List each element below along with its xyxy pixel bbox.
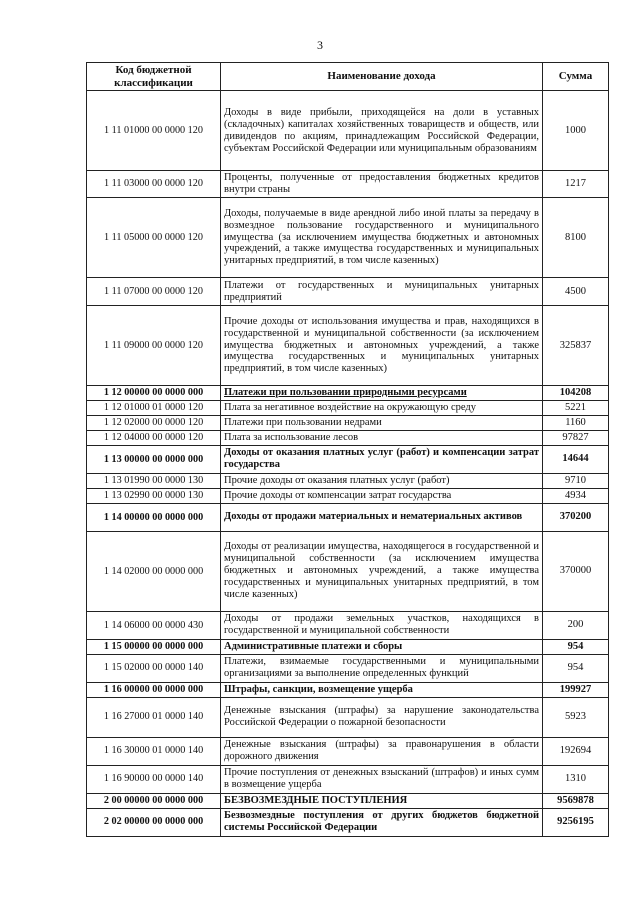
table-row: [87, 198, 609, 278]
row-sum: 5221: [543, 400, 609, 415]
row-code: 1 11 05000 00 0000 120: [87, 198, 221, 278]
row-name: Административные платежи и сборы: [221, 639, 543, 654]
row-sum: 954: [543, 654, 609, 682]
row-name: Платежи, взимаемые государственными и муниципальными организациями за выполнение определенных функций: [221, 654, 543, 682]
table-row: [87, 682, 609, 697]
row-code: 1 16 27000 01 0000 140: [87, 697, 221, 737]
row-code: 1 12 02000 00 0000 120: [87, 415, 221, 430]
table-row: [87, 488, 609, 503]
row-sum: 8100: [543, 198, 609, 278]
table-row: [87, 430, 609, 445]
table-row: [87, 531, 609, 611]
row-code: 1 15 02000 00 0000 140: [87, 654, 221, 682]
row-name: Доходы от продажи земельных участков, находящихся в государственной и муниципальной собственности: [221, 611, 543, 639]
row-name: Доходы от оказания платных услуг (работ) и компенсации затрат государства: [221, 445, 543, 473]
row-sum: 9256195: [543, 808, 609, 836]
row-sum: 370200: [543, 503, 609, 531]
row-name: Доходы, получаемые в виде арендной либо иной платы за передачу в возмездное пользование государственного и муниципального имущества (за исключением имущества бюджетных и автономных учреждений, а также имущества государственных и муниципальных унитарных предприятий, в том числе казенных): [221, 198, 543, 278]
row-code: 1 16 30000 01 0000 140: [87, 737, 221, 765]
row-code: 1 12 00000 00 0000 000: [87, 386, 221, 401]
row-name: Прочие доходы от использования имущества и прав, находящихся в государственной и муниципальной собственности (за исключением имущества бюджетных и автономных учреждений, а также имущества государственных и муниципальных унитарных предприятий, в том числе казенных): [221, 306, 543, 386]
row-sum: 4500: [543, 278, 609, 306]
row-sum: 1160: [543, 415, 609, 430]
table-row: [87, 386, 609, 401]
row-sum: 9710: [543, 473, 609, 488]
table-row: [87, 639, 609, 654]
row-code: 1 13 01990 00 0000 130: [87, 473, 221, 488]
row-sum: 5923: [543, 697, 609, 737]
row-sum: 97827: [543, 430, 609, 445]
row-name: Платежи при пользовании природными ресурсами: [221, 386, 543, 401]
row-code: 1 15 00000 00 0000 000: [87, 639, 221, 654]
header-name: Наименование дохода: [221, 63, 543, 91]
row-name: Прочие поступления от денежных взысканий (штрафов) и иных сумм в возмещение ущерба: [221, 765, 543, 793]
table-row: [87, 808, 609, 836]
row-sum: 192694: [543, 737, 609, 765]
row-name: Доходы от реализации имущества, находящегося в государственной и муниципальной собственности (за исключением имущества бюджетных и автономных учреждений, а также имущества государственных и муниципальных унитарных предприятий, в том числе казенных): [221, 531, 543, 611]
revenue-table: [86, 62, 609, 837]
row-name: Проценты, полученные от предоставления бюджетных кредитов внутри страны: [221, 171, 543, 198]
row-code: 1 16 90000 00 0000 140: [87, 765, 221, 793]
row-name: Доходы от продажи материальных и нематериальных активов: [221, 503, 543, 531]
row-sum: 370000: [543, 531, 609, 611]
row-name: БЕЗВОЗМЕЗДНЫЕ ПОСТУПЛЕНИЯ: [221, 793, 543, 808]
row-name: Прочие доходы от компенсации затрат государства: [221, 488, 543, 503]
row-code: 1 11 07000 00 0000 120: [87, 278, 221, 306]
row-name: Денежные взыскания (штрафы) за нарушение законодательства Российской Федерации о пожарной безопасности: [221, 697, 543, 737]
table-row: [87, 765, 609, 793]
row-sum: 1310: [543, 765, 609, 793]
row-name: Плата за использование лесов: [221, 430, 543, 445]
row-name: Платежи при пользовании недрами: [221, 415, 543, 430]
row-code: 1 14 02000 00 0000 000: [87, 531, 221, 611]
row-code: 1 14 06000 00 0000 430: [87, 611, 221, 639]
row-code: 1 11 09000 00 0000 120: [87, 306, 221, 386]
row-name: Денежные взыскания (штрафы) за правонарушения в области дорожного движения: [221, 737, 543, 765]
table-row: [87, 91, 609, 171]
row-code: 2 02 00000 00 0000 000: [87, 808, 221, 836]
row-code: 1 16 00000 00 0000 000: [87, 682, 221, 697]
header-sum: Сумма: [543, 63, 609, 91]
row-code: 1 11 01000 00 0000 120: [87, 91, 221, 171]
row-sum: 9569878: [543, 793, 609, 808]
row-code: 1 13 00000 00 0000 000: [87, 445, 221, 473]
row-code: 1 11 03000 00 0000 120: [87, 171, 221, 198]
table-row: [87, 654, 609, 682]
table-row: [87, 400, 609, 415]
row-code: 1 12 01000 01 0000 120: [87, 400, 221, 415]
table-row: [87, 503, 609, 531]
table-row: [87, 171, 609, 198]
row-name: Платежи от государственных и муниципальных унитарных предприятий: [221, 278, 543, 306]
row-name: Прочие доходы от оказания платных услуг (работ): [221, 473, 543, 488]
row-sum: 14644: [543, 445, 609, 473]
row-sum: 954: [543, 639, 609, 654]
row-sum: 1000: [543, 91, 609, 171]
table-row: [87, 306, 609, 386]
table-row: [87, 793, 609, 808]
row-sum: 104208: [543, 386, 609, 401]
row-name: Штрафы, санкции, возмещение ущерба: [221, 682, 543, 697]
row-sum: 325837: [543, 306, 609, 386]
table-header-row: [87, 63, 609, 91]
table-row: [87, 611, 609, 639]
table-row: [87, 445, 609, 473]
row-sum: 4934: [543, 488, 609, 503]
row-code: 1 14 00000 00 0000 000: [87, 503, 221, 531]
row-name: Доходы в виде прибыли, приходящейся на доли в уставных (складочных) капиталах хозяйственных товариществ и обществ, или дивидендов по акциям, принадлежащим Российской Федерации, субъектам Российской Федерации или муниципальным образованиям: [221, 91, 543, 171]
row-code: 1 12 04000 00 0000 120: [87, 430, 221, 445]
row-sum: 1217: [543, 171, 609, 198]
header-code: Код бюджетной классификации: [87, 63, 221, 91]
table-row: [87, 278, 609, 306]
row-code: 2 00 00000 00 0000 000: [87, 793, 221, 808]
row-sum: 199927: [543, 682, 609, 697]
page-number: 3: [317, 38, 323, 52]
row-code: 1 13 02990 00 0000 130: [87, 488, 221, 503]
table-row: [87, 473, 609, 488]
table-row: [87, 737, 609, 765]
row-name: Плата за негативное воздействие на окружающую среду: [221, 400, 543, 415]
table-row: [87, 415, 609, 430]
row-name: Безвозмездные поступления от других бюджетов бюджетной системы Российской Федерации: [221, 808, 543, 836]
table-row: [87, 697, 609, 737]
row-sum: 200: [543, 611, 609, 639]
